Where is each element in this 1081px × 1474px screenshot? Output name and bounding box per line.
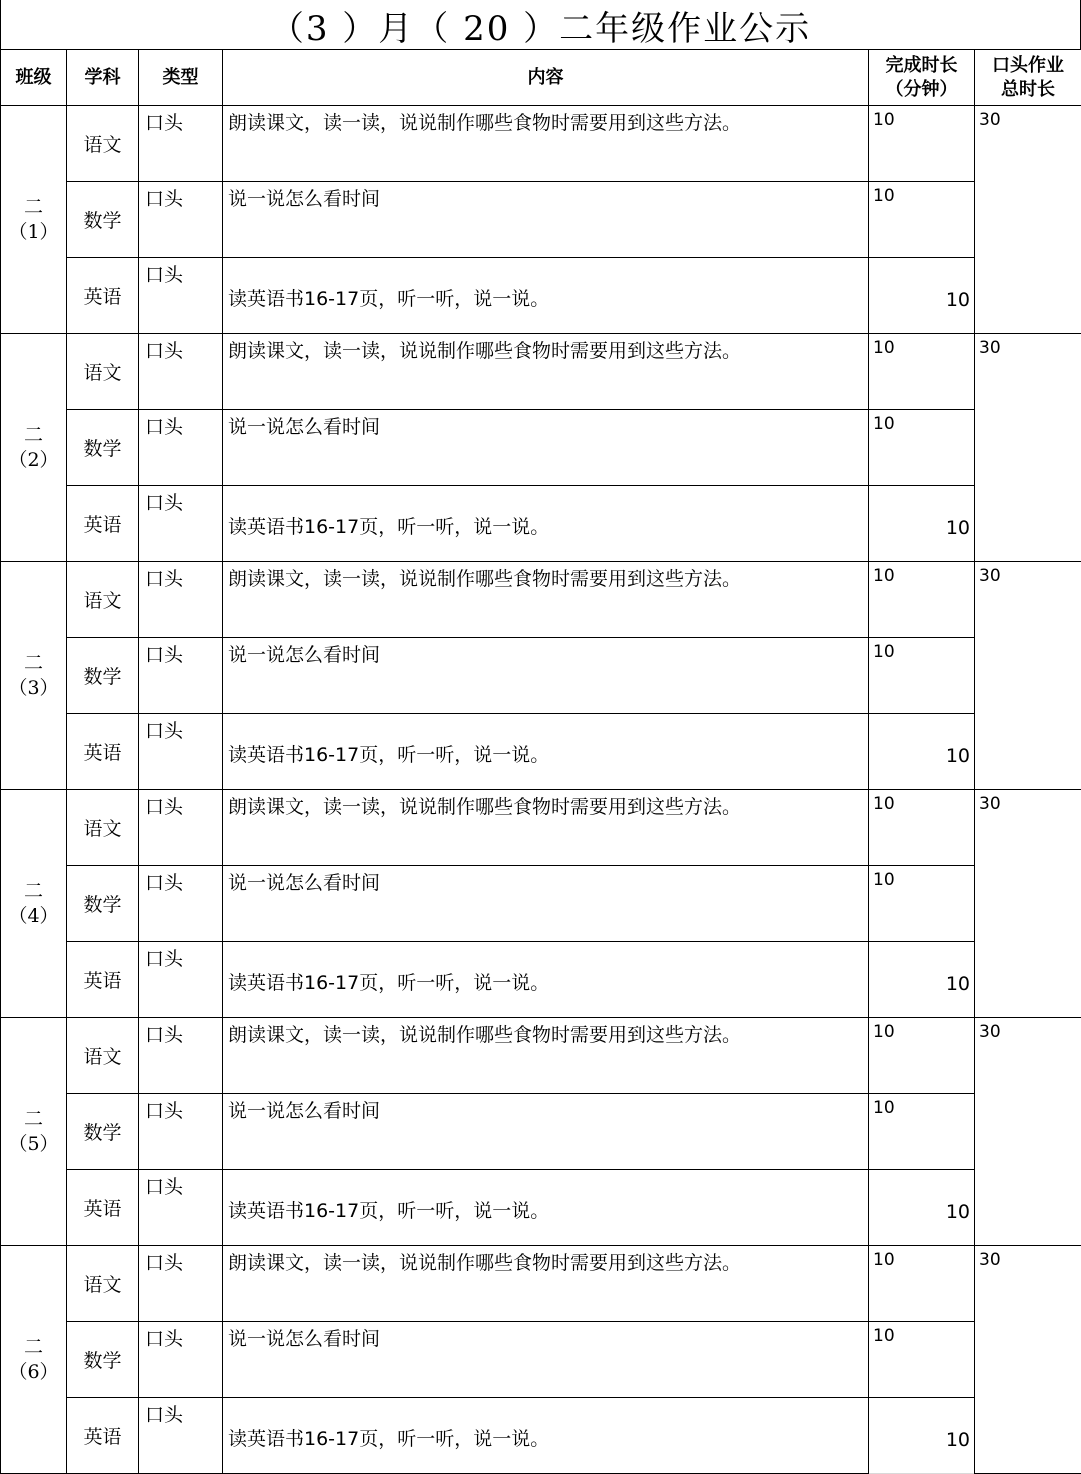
- class-cell: [1, 1246, 67, 1474]
- content-cell: 读英语书16-17页，听一听，说一说。: [223, 1170, 869, 1246]
- subject-cell: 英语: [67, 258, 139, 334]
- table-row: [1, 334, 1081, 410]
- header-oral-total-line2: 总时长: [975, 78, 1081, 102]
- header-duration-line2: （分钟）: [869, 78, 974, 102]
- class-number: （5）: [1, 1132, 66, 1157]
- subject-cell: 数学: [67, 1322, 139, 1398]
- content-cell: 说一说怎么看时间: [223, 866, 869, 942]
- subject-cell: 语文: [67, 1018, 139, 1094]
- header-oral-total-line1: 口头作业: [975, 54, 1081, 78]
- minutes-cell: 10: [869, 1094, 975, 1170]
- table-row: [1, 258, 1081, 334]
- minutes-cell: 10: [869, 562, 975, 638]
- table-row: [1, 1170, 1081, 1246]
- table-row: [1, 638, 1081, 714]
- minutes-cell: 10: [869, 866, 975, 942]
- minutes-cell: 10: [869, 1170, 975, 1246]
- table-row: [1, 562, 1081, 638]
- page-title: （3 ）月（ 20 ）二年级作业公示: [0, 0, 1081, 50]
- table-row: [1, 714, 1081, 790]
- table-row: [1, 106, 1081, 182]
- type-cell: 口头: [139, 1094, 223, 1170]
- class-cell: [1, 334, 67, 562]
- table-row: [1, 1018, 1081, 1094]
- subject-cell: 英语: [67, 1170, 139, 1246]
- class-grade: 二: [1, 195, 66, 220]
- table-row: [1, 866, 1081, 942]
- class-number: （6）: [1, 1360, 66, 1385]
- subject-cell: 英语: [67, 486, 139, 562]
- minutes-cell: 10: [869, 638, 975, 714]
- type-cell: 口头: [139, 638, 223, 714]
- content-cell: 读英语书16-17页，听一听，说一说。: [223, 714, 869, 790]
- type-cell: 口头: [139, 866, 223, 942]
- class-grade: 二: [1, 1107, 66, 1132]
- class-grade: 二: [1, 879, 66, 904]
- type-cell: 口头: [139, 714, 223, 790]
- subject-cell: 语文: [67, 106, 139, 182]
- minutes-cell: 10: [869, 1246, 975, 1322]
- content-cell: 朗读课文，读一读，说说制作哪些食物时需要用到这些方法。: [223, 1246, 869, 1322]
- content-cell: 朗读课文，读一读，说说制作哪些食物时需要用到这些方法。: [223, 106, 869, 182]
- table-row: [1, 410, 1081, 486]
- type-cell: 口头: [139, 942, 223, 1018]
- table-row: [1, 182, 1081, 258]
- content-cell: 读英语书16-17页，听一听，说一说。: [223, 942, 869, 1018]
- oral-total-cell: 30: [975, 562, 1081, 790]
- type-cell: 口头: [139, 1246, 223, 1322]
- subject-cell: 语文: [67, 562, 139, 638]
- oral-total-cell: 30: [975, 334, 1081, 562]
- header-oral-total: [975, 50, 1081, 106]
- homework-table: [0, 49, 1081, 1474]
- header-duration: [869, 50, 975, 106]
- subject-cell: 数学: [67, 182, 139, 258]
- subject-cell: 语文: [67, 790, 139, 866]
- oral-total-cell: 30: [975, 1246, 1081, 1474]
- type-cell: 口头: [139, 1322, 223, 1398]
- content-cell: 朗读课文，读一读，说说制作哪些食物时需要用到这些方法。: [223, 1018, 869, 1094]
- minutes-cell: 10: [869, 334, 975, 410]
- content-cell: 说一说怎么看时间: [223, 182, 869, 258]
- subject-cell: 英语: [67, 1398, 139, 1474]
- content-cell: 读英语书16-17页，听一听，说一说。: [223, 1398, 869, 1474]
- class-number: （4）: [1, 904, 66, 929]
- subject-cell: 数学: [67, 1094, 139, 1170]
- table-body: [1, 106, 1081, 1474]
- content-cell: 说一说怎么看时间: [223, 410, 869, 486]
- oral-total-cell: 30: [975, 106, 1081, 334]
- class-number: （2）: [1, 448, 66, 473]
- header-class: 班级: [1, 50, 67, 106]
- table-row: [1, 486, 1081, 562]
- oral-total-cell: 30: [975, 1018, 1081, 1246]
- subject-cell: 英语: [67, 942, 139, 1018]
- header-type: 类型: [139, 50, 223, 106]
- minutes-cell: 10: [869, 942, 975, 1018]
- minutes-cell: 10: [869, 258, 975, 334]
- minutes-cell: 10: [869, 790, 975, 866]
- type-cell: 口头: [139, 106, 223, 182]
- minutes-cell: 10: [869, 106, 975, 182]
- type-cell: 口头: [139, 1018, 223, 1094]
- content-cell: 朗读课文，读一读，说说制作哪些食物时需要用到这些方法。: [223, 334, 869, 410]
- type-cell: 口头: [139, 486, 223, 562]
- content-cell: 朗读课文，读一读，说说制作哪些食物时需要用到这些方法。: [223, 562, 869, 638]
- class-grade: 二: [1, 651, 66, 676]
- class-grade: 二: [1, 423, 66, 448]
- content-cell: 说一说怎么看时间: [223, 1322, 869, 1398]
- type-cell: 口头: [139, 334, 223, 410]
- class-number: （1）: [1, 220, 66, 245]
- minutes-cell: 10: [869, 1018, 975, 1094]
- class-grade: 二: [1, 1335, 66, 1360]
- minutes-cell: 10: [869, 486, 975, 562]
- class-cell: [1, 1018, 67, 1246]
- type-cell: 口头: [139, 790, 223, 866]
- class-number: （3）: [1, 676, 66, 701]
- minutes-cell: 10: [869, 410, 975, 486]
- table-row: [1, 1094, 1081, 1170]
- subject-cell: 语文: [67, 334, 139, 410]
- class-cell: [1, 790, 67, 1018]
- table-row: [1, 1322, 1081, 1398]
- minutes-cell: 10: [869, 1398, 975, 1474]
- content-cell: 说一说怎么看时间: [223, 638, 869, 714]
- oral-total-cell: 30: [975, 790, 1081, 1018]
- subject-cell: 数学: [67, 410, 139, 486]
- content-cell: 读英语书16-17页，听一听，说一说。: [223, 486, 869, 562]
- subject-cell: 语文: [67, 1246, 139, 1322]
- subject-cell: 英语: [67, 714, 139, 790]
- header-subject: 学科: [67, 50, 139, 106]
- content-cell: 说一说怎么看时间: [223, 1094, 869, 1170]
- minutes-cell: 10: [869, 1322, 975, 1398]
- subject-cell: 数学: [67, 638, 139, 714]
- class-cell: [1, 106, 67, 334]
- type-cell: 口头: [139, 410, 223, 486]
- content-cell: 朗读课文，读一读，说说制作哪些食物时需要用到这些方法。: [223, 790, 869, 866]
- header-content: 内容: [223, 50, 869, 106]
- minutes-cell: 10: [869, 182, 975, 258]
- table-row: [1, 790, 1081, 866]
- header-duration-line1: 完成时长: [869, 54, 974, 78]
- minutes-cell: 10: [869, 714, 975, 790]
- header-row: [1, 50, 1081, 106]
- type-cell: 口头: [139, 1170, 223, 1246]
- type-cell: 口头: [139, 258, 223, 334]
- table-row: [1, 1246, 1081, 1322]
- type-cell: 口头: [139, 562, 223, 638]
- subject-cell: 数学: [67, 866, 139, 942]
- type-cell: 口头: [139, 1398, 223, 1474]
- table-row: [1, 942, 1081, 1018]
- class-cell: [1, 562, 67, 790]
- table-row: [1, 1398, 1081, 1474]
- content-cell: 读英语书16-17页，听一听，说一说。: [223, 258, 869, 334]
- type-cell: 口头: [139, 182, 223, 258]
